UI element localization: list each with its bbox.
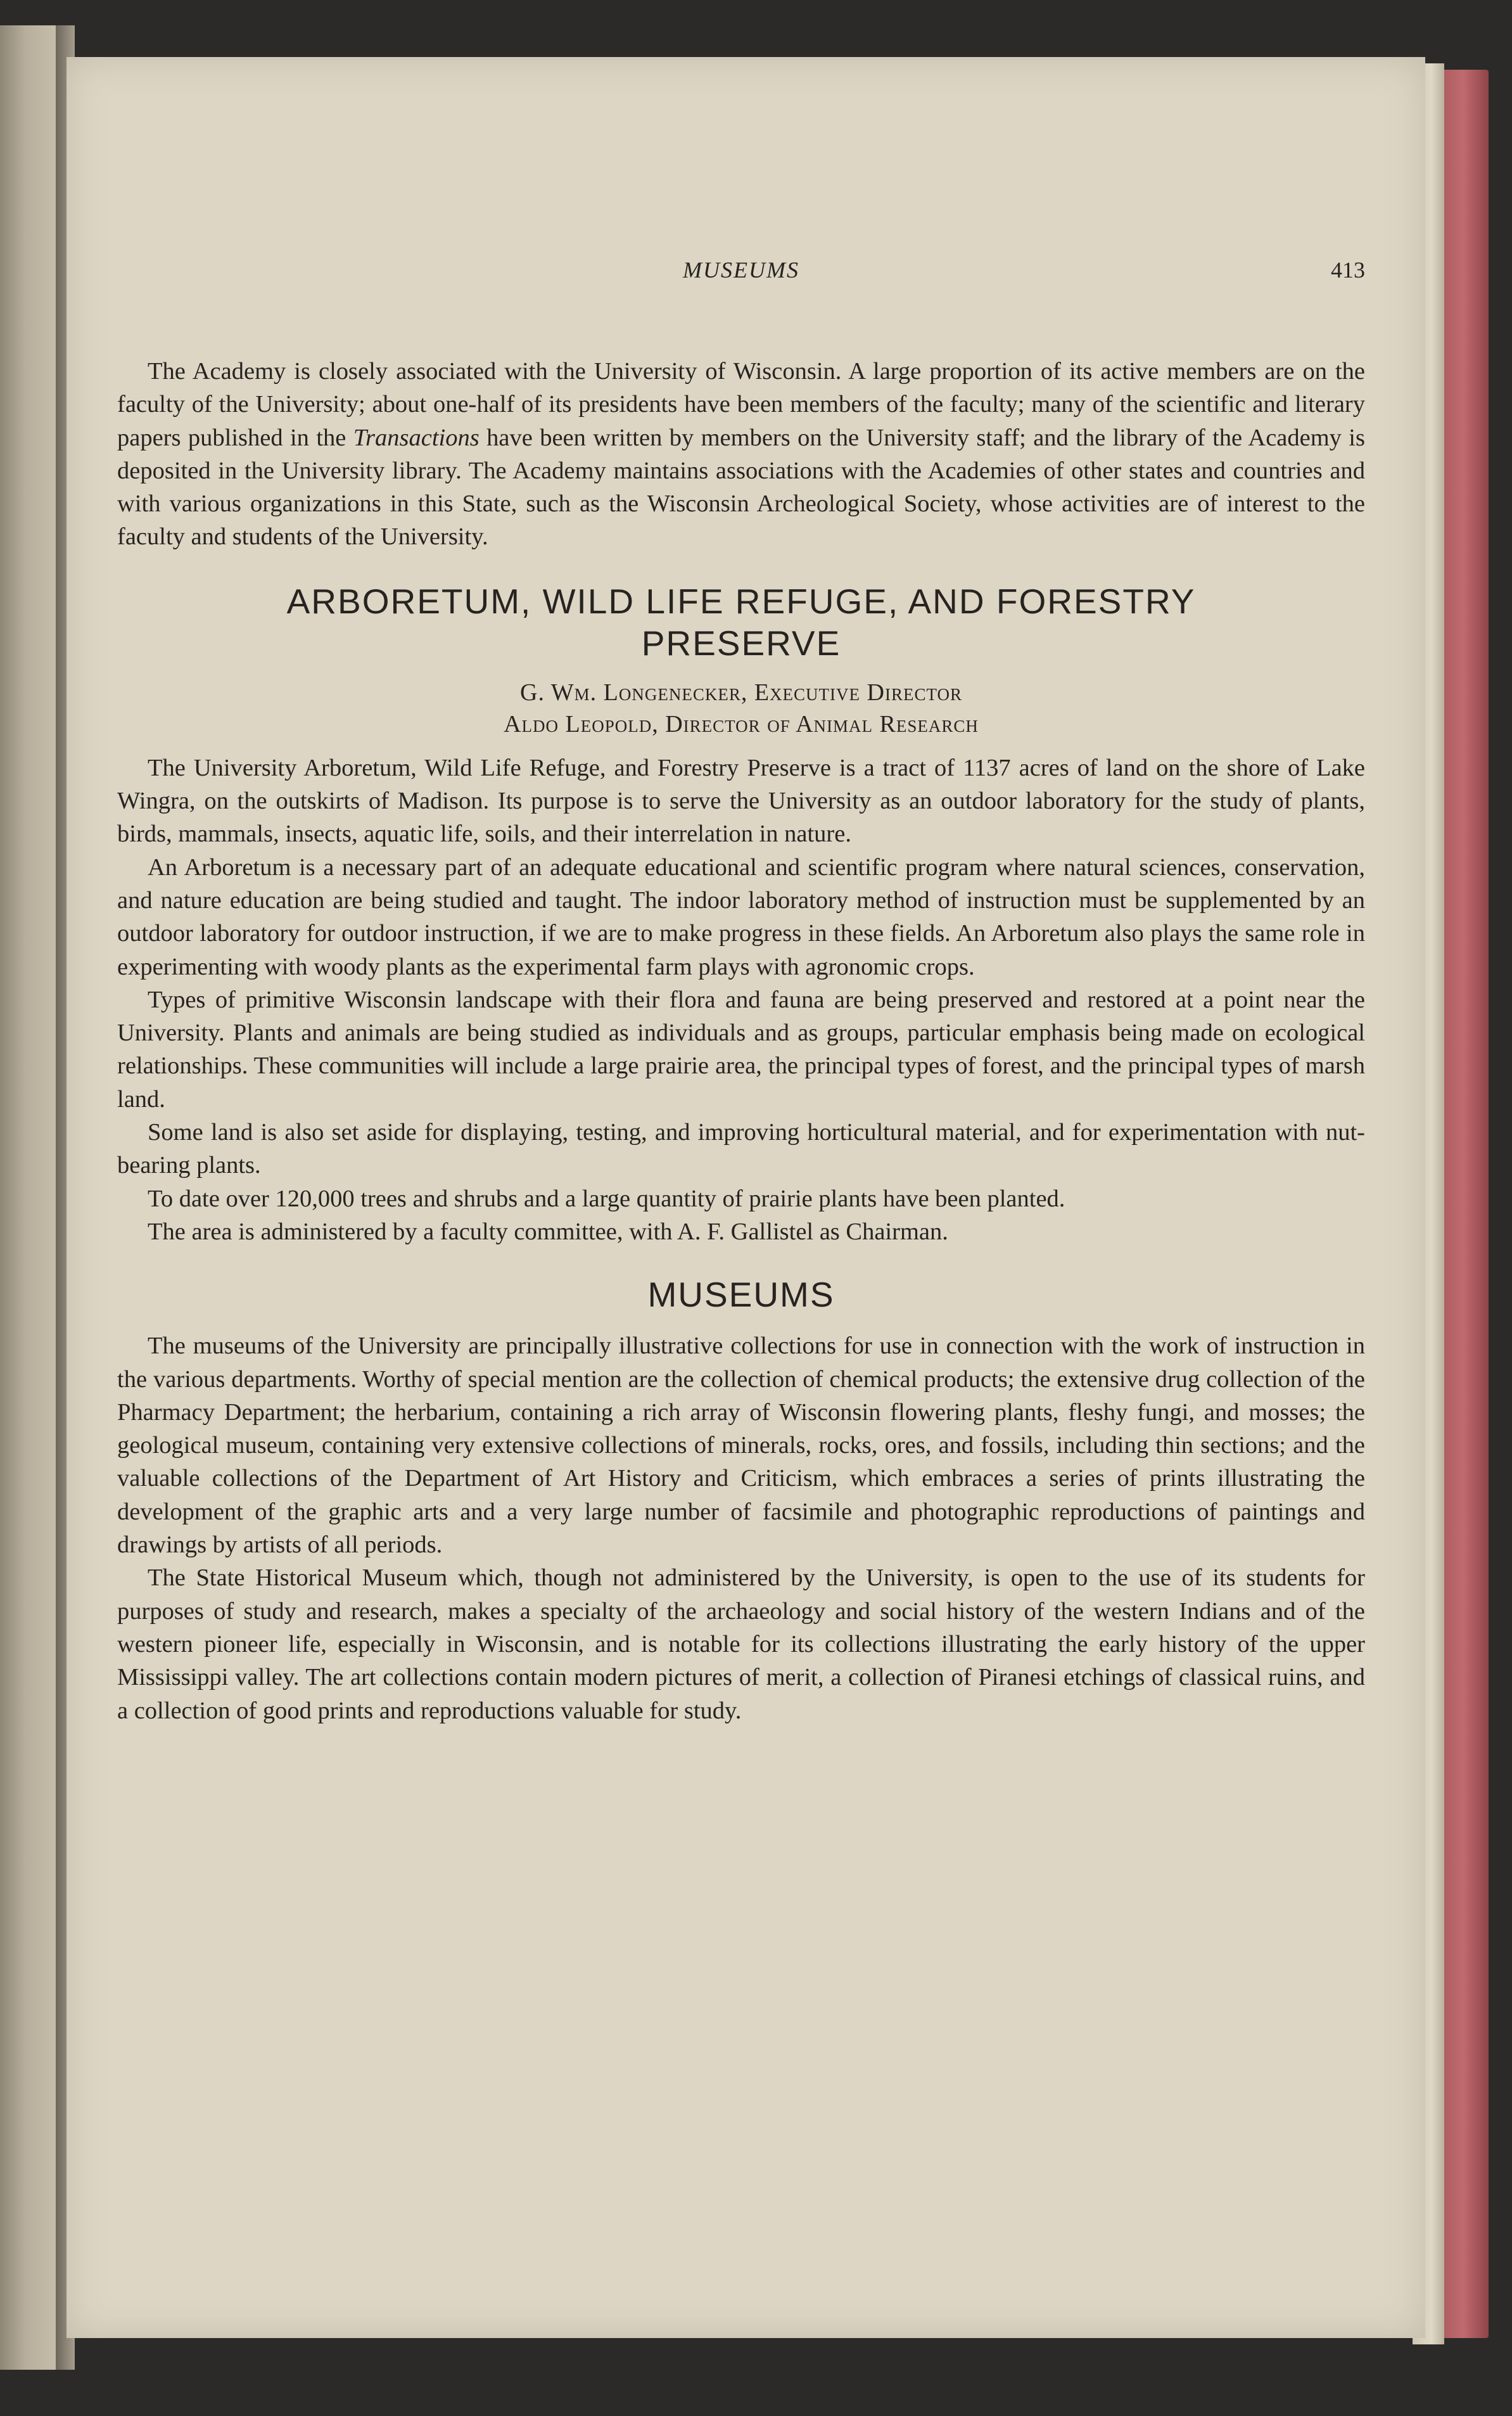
page-number: 413 xyxy=(1331,257,1365,283)
book-page xyxy=(67,57,1425,2338)
arboretum-bylines xyxy=(117,677,1365,740)
intro-text-before: The Academy is closely associated with the University of Wisconsin. A large proportion of its active members are on the faculty of the University; about one-half of its presidents have been members of the faculty; many of the scientific and literary papers published in the xyxy=(117,358,1365,451)
arboretum-paragraph: An Arboretum is a necessary part of an adequate educational and scientific program where natural sciences, conservation, and nature education are being studied and taught. The indoor laboratory method of instruction must be supplemented by an outdoor laboratory for outdoor instruction, if we are to make progress in these fields. An Arboretum also plays the same role in experimenting with woody plants as the experimental farm plays with agronomic crops. xyxy=(117,853,1365,980)
intro-text-after: have been written by members on the University staff; and the library of the Academy is deposited in the University library. The Academy maintains associations with the Academies of other states and countries and with various organizations in this State, such as the Wisconsin Archeological Society, whose activities are of interest to the faculty and students of the University. xyxy=(117,424,1365,551)
byline-leopold: Aldo Leopold, Director of Animal Research xyxy=(504,710,979,738)
museums-heading: MUSEUMS xyxy=(647,1275,835,1315)
arboretum-paragraph: The area is administered by a faculty committee, with A. F. Gallistel as Chairman. xyxy=(148,1218,948,1245)
running-head xyxy=(117,257,1365,295)
arboretum-paragraph: Some land is also set aside for displaying, testing, and improving horticultural material, and for experimentation with nut-bearing plants. xyxy=(117,1119,1365,1179)
body-text xyxy=(117,355,1365,1727)
arboretum-paragraph: Types of primitive Wisconsin landscape with their flora and fauna are being preserved and restored at a point near the University. Plants and animals are being studied as individuals and as groups, particular emphasis being made on ecological relationships. These communities will include a large prairie area, the principal types of forest, and the principal types of marsh land. xyxy=(117,986,1365,1113)
facing-page-edge xyxy=(0,25,63,2370)
arboretum-paragraph: The University Arboretum, Wild Life Refuge, and Forestry Preserve is a tract of 1137 acres of land on the shore of Lake Wingra, on the outskirts of Madison. Its purpose is to serve the University as an outdoor laboratory for the study of plants, birds, mammals, insects, aquatic life, soils, and their interrelation in nature. xyxy=(117,754,1365,848)
byline-longenecker: G. Wm. Longenecker, Executive Director xyxy=(520,679,962,706)
arboretum-paragraph: To date over 120,000 trees and shrubs and a large quantity of prairie plants have been planted. xyxy=(148,1185,1065,1212)
arboretum-heading: ARBORETUM, WILD LIFE REFUGE, AND FORESTRY PRESERVE xyxy=(286,581,1196,663)
museums-paragraph: The State Historical Museum which, though not administered by the University, is open to the use of its students for purposes of study and research, makes a specialty of the archaeology and social history of the western Indians and of the western pioneer life, especially in Wisconsin, and is notable for its collections illustrating the early history of the upper Mississippi valley. The art collections contain modern pictures of merit, a collection of Piranesi etchings of classical ruins, and a collection of good prints and reproductions valuable for study. xyxy=(117,1564,1365,1724)
transactions-title: Transactions xyxy=(353,424,480,451)
book-cover-edge xyxy=(1438,70,1489,2338)
museums-paragraph: The museums of the University are principally illustrative collections for use in connection with the work of instruction in the various departments. Worthy of special mention are the collection of chemical products; the extensive drug collection of the Pharmacy Department; the herbarium, containing a rich array of Wisconsin flowering plants, fleshy fungi, and mosses; the geological museum, containing very extensive collections of minerals, rocks, ores, and fossils, including thin sections; and the valuable collections of the Department of Art History and Criticism, which embraces a series of prints illustrating the development of the graphic arts and a very large number of facsimile and photographic reproductions of paintings and drawings by artists of all periods. xyxy=(117,1333,1365,1559)
intro-paragraph xyxy=(117,355,1365,554)
running-title: MUSEUMS xyxy=(683,257,799,283)
